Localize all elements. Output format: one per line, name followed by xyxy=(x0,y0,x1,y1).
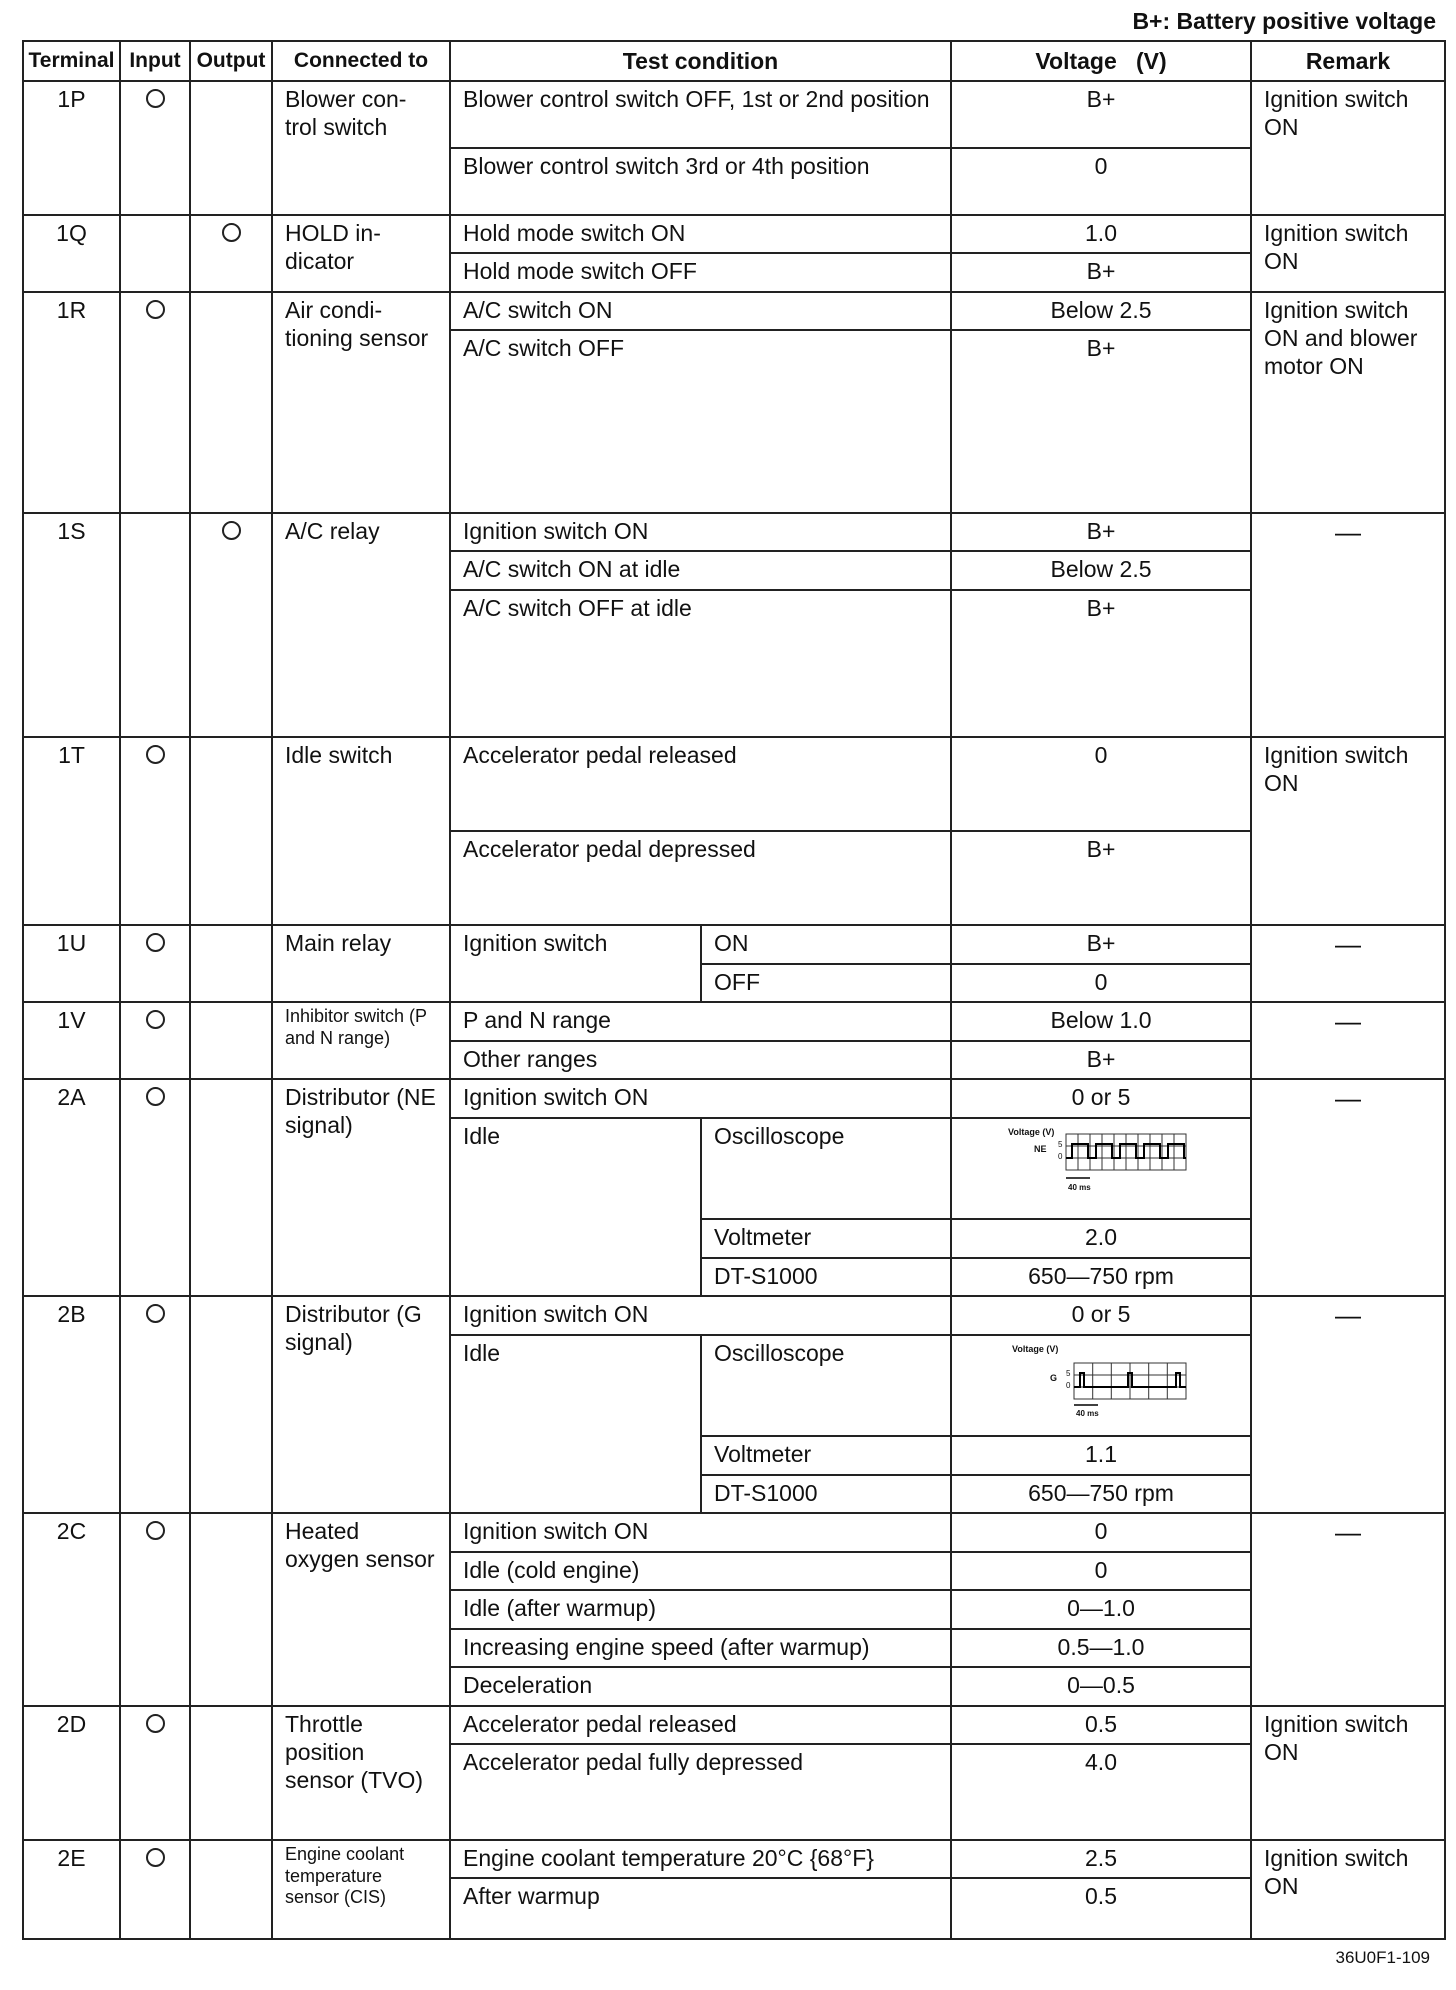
input-mark-icon xyxy=(146,1304,165,1323)
table-row xyxy=(23,215,1445,254)
input-cell xyxy=(120,513,190,737)
voltage-cell: Below 1.0 xyxy=(951,1002,1251,1041)
connected-to-cell: HOLD in-dicator xyxy=(272,215,450,292)
test-condition-cell: Ignition switch xyxy=(450,925,701,1002)
terminal-cell: 2B xyxy=(23,1296,120,1513)
header-output: Output xyxy=(190,41,272,81)
scope-low-label: 0 xyxy=(1066,1380,1071,1390)
voltage-cell: 0 or 5 xyxy=(951,1296,1251,1335)
output-cell xyxy=(190,1079,272,1296)
input-mark-icon xyxy=(146,300,165,319)
input-cell xyxy=(120,925,190,1002)
voltage-cell: 650—750 rpm xyxy=(951,1258,1251,1297)
terminal-cell: 1U xyxy=(23,925,120,1002)
remark-cell: Ignition switch ON xyxy=(1251,737,1445,926)
test-condition-cell: After warmup xyxy=(450,1878,951,1939)
terminal-cell: 1S xyxy=(23,513,120,737)
remark-cell: — xyxy=(1251,925,1445,1002)
remark-cell: — xyxy=(1251,513,1445,737)
table-row xyxy=(23,1706,1445,1745)
input-cell xyxy=(120,1706,190,1840)
input-mark-icon xyxy=(146,1848,165,1867)
voltage-cell: 0.5 xyxy=(951,1878,1251,1939)
header-connected-to: Connected to xyxy=(272,41,450,81)
output-cell xyxy=(190,737,272,926)
terminal-cell: 2A xyxy=(23,1079,120,1296)
test-condition-cell: Engine coolant temperature 20°C {68°F} xyxy=(450,1840,951,1879)
output-cell xyxy=(190,1706,272,1840)
test-condition-cell: P and N range xyxy=(450,1002,951,1041)
input-mark-icon xyxy=(146,933,165,952)
test-condition-cell: Accelerator pedal fully depressed xyxy=(450,1744,951,1839)
oscilloscope-cell xyxy=(951,1118,1251,1219)
test-condition-cell: A/C switch ON xyxy=(450,292,951,331)
connected-to-cell: Air condi-tioning sensor xyxy=(272,292,450,513)
input-cell xyxy=(120,1079,190,1296)
terminal-cell: 2D xyxy=(23,1706,120,1840)
test-condition-cell: Idle (cold engine) xyxy=(450,1552,951,1591)
voltage-cell: B+ xyxy=(951,925,1251,964)
input-cell xyxy=(120,292,190,513)
scope-signal-label: NE xyxy=(1034,1143,1047,1154)
header-remark: Remark xyxy=(1251,41,1445,81)
scope-time-label: 40 ms xyxy=(1068,1182,1091,1192)
voltage-cell: 650—750 rpm xyxy=(951,1475,1251,1514)
table-row xyxy=(23,925,1445,964)
input-mark-icon xyxy=(146,1521,165,1540)
remark-cell: Ignition switch ON xyxy=(1251,215,1445,292)
terminal-cell: 1T xyxy=(23,737,120,926)
connected-to-cell: Throttle position sensor (TVO) xyxy=(272,1706,450,1840)
terminal-cell: 1R xyxy=(23,292,120,513)
g-signal-waveform xyxy=(1006,1339,1196,1419)
battery-positive-note: B+: Battery positive voltage xyxy=(1132,8,1436,34)
connected-to-cell: Blower con-trol switch xyxy=(272,81,450,215)
connected-to-cell: Inhibitor switch (P and N range) xyxy=(272,1002,450,1079)
input-mark-icon xyxy=(146,745,165,764)
test-subcondition-cell: OFF xyxy=(701,964,951,1003)
output-cell xyxy=(190,292,272,513)
voltage-cell: Below 2.5 xyxy=(951,292,1251,331)
table-row xyxy=(23,1002,1445,1041)
remark-cell: — xyxy=(1251,1513,1445,1706)
table-row xyxy=(23,292,1445,331)
scope-voltage-label: Voltage (V) xyxy=(1012,1343,1059,1354)
scope-time-label: 40 ms xyxy=(1076,1408,1099,1418)
voltage-cell: B+ xyxy=(951,1041,1251,1080)
remark-cell: Ignition switch ON xyxy=(1251,81,1445,215)
voltage-cell: 0 xyxy=(951,148,1251,215)
input-cell xyxy=(120,81,190,215)
header-input: Input xyxy=(120,41,190,81)
header-row xyxy=(23,41,1445,81)
terminal-cell: 1Q xyxy=(23,215,120,292)
test-condition-cell: Hold mode switch OFF xyxy=(450,253,951,292)
output-cell xyxy=(190,925,272,1002)
test-condition-cell: Blower control switch OFF, 1st or 2nd position xyxy=(450,81,951,148)
input-mark-icon xyxy=(146,1714,165,1733)
header-voltage: Voltage (V) xyxy=(951,41,1251,81)
test-condition-cell: Idle xyxy=(450,1335,701,1513)
voltage-cell: B+ xyxy=(951,590,1251,737)
voltage-cell: B+ xyxy=(951,330,1251,512)
test-condition-cell: A/C switch OFF xyxy=(450,330,951,512)
output-cell xyxy=(190,1840,272,1939)
output-cell xyxy=(190,81,272,215)
table-row xyxy=(23,1513,1445,1552)
test-condition-cell: Blower control switch 3rd or 4th position xyxy=(450,148,951,215)
connected-to-cell: Distributor (NE signal) xyxy=(272,1079,450,1296)
terminal-cell: 1P xyxy=(23,81,120,215)
test-subcondition-cell: ON xyxy=(701,925,951,964)
test-condition-cell: Idle xyxy=(450,1118,701,1296)
voltage-cell: 0 xyxy=(951,1513,1251,1552)
voltage-cell: 0—0.5 xyxy=(951,1667,1251,1706)
voltage-cell: 4.0 xyxy=(951,1744,1251,1839)
input-cell xyxy=(120,1002,190,1079)
input-cell xyxy=(120,1296,190,1513)
header-test-condition: Test condition xyxy=(450,41,951,81)
terminal-voltage-table xyxy=(22,40,1446,1940)
test-condition-cell: Ignition switch ON xyxy=(450,513,951,552)
scope-high-label: 5 xyxy=(1066,1368,1071,1378)
remark-cell: Ignition switch ON xyxy=(1251,1706,1445,1840)
test-condition-cell: Accelerator pedal released xyxy=(450,1706,951,1745)
remark-cell: — xyxy=(1251,1296,1445,1513)
table-row xyxy=(23,1840,1445,1879)
test-condition-cell: Hold mode switch ON xyxy=(450,215,951,254)
voltage-cell: 0 xyxy=(951,737,1251,831)
test-condition-cell: Ignition switch ON xyxy=(450,1296,951,1335)
test-subcondition-cell: DT-S1000 xyxy=(701,1475,951,1514)
terminal-cell: 1V xyxy=(23,1002,120,1079)
input-cell xyxy=(120,215,190,292)
test-condition-cell: Other ranges xyxy=(450,1041,951,1080)
connected-to-cell: Idle switch xyxy=(272,737,450,926)
voltage-cell: 0—1.0 xyxy=(951,1590,1251,1629)
test-condition-cell: Accelerator pedal depressed xyxy=(450,831,951,925)
voltage-cell: B+ xyxy=(951,253,1251,292)
voltage-cell: 0.5 xyxy=(951,1706,1251,1745)
table-row xyxy=(23,1296,1445,1335)
input-cell xyxy=(120,737,190,926)
oscilloscope-cell xyxy=(951,1335,1251,1436)
test-subcondition-cell: Voltmeter xyxy=(701,1436,951,1475)
test-condition-cell: A/C switch ON at idle xyxy=(450,551,951,590)
terminal-cell: 2C xyxy=(23,1513,120,1706)
scope-voltage-label: Voltage (V) xyxy=(1008,1126,1055,1137)
table-row xyxy=(23,1079,1445,1118)
test-condition-cell: Deceleration xyxy=(450,1667,951,1706)
test-condition-cell: A/C switch OFF at idle xyxy=(450,590,951,737)
voltage-cell: B+ xyxy=(951,513,1251,552)
ne-signal-waveform xyxy=(1006,1122,1196,1198)
output-cell xyxy=(190,1296,272,1513)
remark-cell: Ignition switch ON xyxy=(1251,1840,1445,1939)
output-cell xyxy=(190,1002,272,1079)
table-row xyxy=(23,513,1445,552)
test-condition-cell: Accelerator pedal released xyxy=(450,737,951,831)
remark-cell: — xyxy=(1251,1002,1445,1079)
voltage-cell: 0 xyxy=(951,1552,1251,1591)
input-mark-icon xyxy=(146,89,165,108)
output-mark-icon xyxy=(222,521,241,540)
voltage-cell: 0 xyxy=(951,964,1251,1003)
voltage-cell: B+ xyxy=(951,81,1251,148)
voltage-cell: 2.0 xyxy=(951,1219,1251,1258)
input-cell xyxy=(120,1840,190,1939)
scope-low-label: 0 xyxy=(1058,1151,1063,1161)
output-cell xyxy=(190,1513,272,1706)
terminal-cell: 2E xyxy=(23,1840,120,1939)
header-terminal: Terminal xyxy=(23,41,120,81)
test-condition-cell: Ignition switch ON xyxy=(450,1513,951,1552)
figure-code: 36U0F1-109 xyxy=(1335,1948,1430,1967)
connected-to-cell: A/C relay xyxy=(272,513,450,737)
input-mark-icon xyxy=(146,1010,165,1029)
voltage-cell: B+ xyxy=(951,831,1251,925)
test-subcondition-cell: Oscilloscope xyxy=(701,1118,951,1219)
voltage-cell: 1.0 xyxy=(951,215,1251,254)
scope-high-label: 5 xyxy=(1058,1139,1063,1149)
connected-to-cell: Heated oxygen sensor xyxy=(272,1513,450,1706)
remark-cell: — xyxy=(1251,1079,1445,1296)
connected-to-cell: Engine coolant temperature sensor (CIS) xyxy=(272,1840,450,1939)
scope-signal-label: G xyxy=(1050,1372,1058,1383)
output-mark-icon xyxy=(222,223,241,242)
test-subcondition-cell: Voltmeter xyxy=(701,1219,951,1258)
voltage-cell: Below 2.5 xyxy=(951,551,1251,590)
remark-cell: Ignition switch ON and blower motor ON xyxy=(1251,292,1445,513)
test-subcondition-cell: Oscilloscope xyxy=(701,1335,951,1436)
voltage-cell: 2.5 xyxy=(951,1840,1251,1879)
output-cell xyxy=(190,215,272,292)
voltage-cell: 0.5—1.0 xyxy=(951,1629,1251,1668)
input-mark-icon xyxy=(146,1087,165,1106)
connected-to-cell: Distributor (G signal) xyxy=(272,1296,450,1513)
test-subcondition-cell: DT-S1000 xyxy=(701,1258,951,1297)
scope-grid xyxy=(1074,1363,1186,1399)
voltage-cell: 1.1 xyxy=(951,1436,1251,1475)
test-condition-cell: Ignition switch ON xyxy=(450,1079,951,1118)
table-row xyxy=(23,737,1445,831)
test-condition-cell: Idle (after warmup) xyxy=(450,1590,951,1629)
test-condition-cell: Increasing engine speed (after warmup) xyxy=(450,1629,951,1668)
connected-to-cell: Main relay xyxy=(272,925,450,1002)
voltage-cell: 0 or 5 xyxy=(951,1079,1251,1118)
input-cell xyxy=(120,1513,190,1706)
table-row xyxy=(23,81,1445,148)
output-cell xyxy=(190,513,272,737)
